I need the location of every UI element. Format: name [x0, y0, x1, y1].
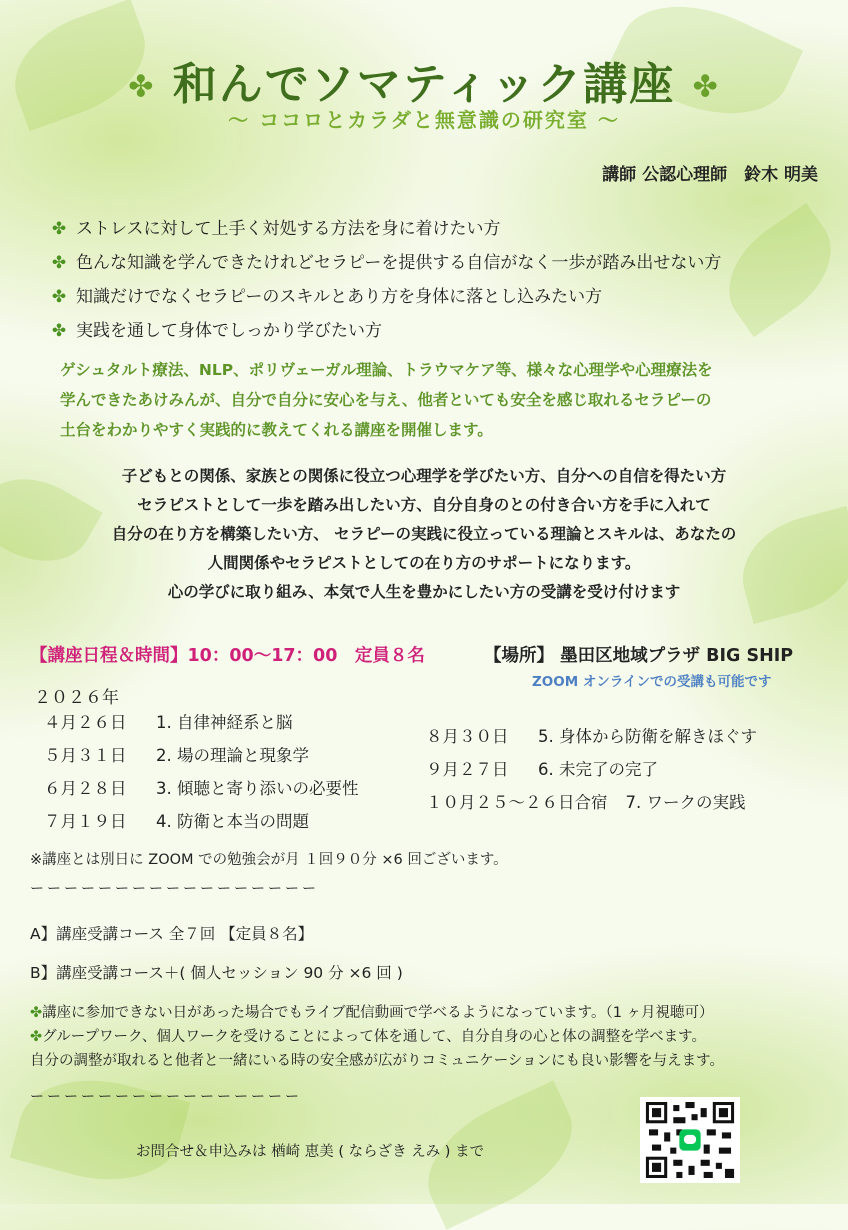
intro-line: 学んできたあけみんが、自分で自分に安心を与え、他者といても安全を感じ取れるセラピーの — [60, 391, 712, 409]
list-item — [50, 280, 721, 314]
session-title: 2. 場の理論と現象学 — [156, 746, 309, 765]
zoom-note: ZOOM オンラインでの受講も可能です — [532, 674, 772, 690]
qr-code-graphic — [645, 1102, 735, 1178]
target-list — [50, 212, 721, 348]
list-item-text: 色んな知識を学んできたけれどセラピーを提供する自信がなく一歩が踏み出せない方 — [76, 253, 722, 273]
session-date: ４月２６日 — [44, 713, 127, 732]
schedule-label: 【講座日程＆時間】10：00～17：00 定員８名 — [30, 646, 425, 666]
list-item-text: ストレスに対して上手く対処する方法を身に着けたい方 — [76, 219, 501, 239]
lecturer: 講師 公認心理師 鈴木 明美 — [602, 165, 818, 185]
footnote-text: グループワーク、個人ワークを受けることによって体を通して、自分自身の心と体の調整を学べます。 — [42, 1029, 706, 1045]
contact-info: お問合せ＆申込みは 楢崎 恵美 ( ならざき えみ ) まで — [136, 1144, 485, 1160]
session-title: 6. 未完了の完了 — [538, 760, 658, 779]
footnote-text: 自分の調整が取れると他者と一緒にいる時の安全感が広がりコミュニケーションにも良い影響を与えます。 — [30, 1053, 724, 1069]
description-line: 心の学びに取り組み、本気で人生を豊かにしたい方の受講を受け付けます — [167, 583, 681, 601]
intro-paragraph — [60, 355, 713, 445]
list-item — [50, 212, 721, 246]
session-item — [44, 739, 359, 772]
list-item — [50, 246, 721, 280]
course-b: B】講座受講コース＋( 個人セッション 90 分 ×6 回 ) — [30, 964, 403, 982]
session-item — [44, 706, 359, 739]
intro-line: ゲシュタルト療法、NLP、ポリヴェーガル理論、トラウマケア等、様々な心理学や心理療法を — [60, 361, 713, 379]
session-date: ７月１９日 — [44, 812, 127, 831]
session-item — [426, 786, 757, 819]
year: ２０２６年 — [34, 688, 119, 708]
leaf-decoration — [708, 203, 848, 337]
session-item — [44, 805, 359, 838]
clover-icon: ✤ — [128, 69, 156, 105]
study-note: ※講座とは別日に ZOOM での勉強会が月 １回９０分 ×6 回ございます。 — [30, 852, 508, 868]
session-title: 7. ワークの実践 — [625, 793, 746, 812]
title-text: 和んでソマティック講座 — [172, 59, 676, 110]
clover-icon: ✤ — [51, 253, 67, 273]
session-item — [426, 720, 757, 753]
footnote-text: 講座に参加できない日があった場合でもライブ配信動画で学べるようになっています。（1 ヶ月視聴可） — [42, 1005, 714, 1021]
subtitle: ～ ココロとカラダと無意識の研究室 ～ — [228, 108, 620, 132]
clover-icon: ✤ — [692, 69, 720, 105]
list-item-text: 実践を通して身体でしっかり学びたい方 — [76, 321, 382, 341]
clover-icon: ✤ — [30, 1005, 43, 1021]
clover-icon: ✤ — [51, 219, 67, 239]
description-paragraph — [0, 462, 848, 607]
session-date: ５月３１日 — [44, 746, 127, 765]
qr-code-icon[interactable] — [640, 1097, 740, 1183]
description-line: 自分の在り方を構築したい方、 セラピーの実践に役立っている理論とスキルは、あなたの — [111, 525, 737, 543]
footnote-item — [30, 1001, 724, 1025]
course-a: A】講座受講コース 全７回 【定員８名】 — [30, 925, 314, 943]
session-date: ８月３０日 — [426, 727, 509, 746]
session-date: １０月２５～２６日合宿 — [426, 793, 608, 812]
divider: ーーーーーーーーーーーーーーーーー — [30, 881, 319, 897]
clover-icon: ✤ — [51, 287, 67, 307]
session-date: ６月２８日 — [44, 779, 127, 798]
session-date: ９月２７日 — [426, 760, 509, 779]
session-title: 5. 身体から防衛を解きほぐす — [538, 727, 757, 746]
session-title: 3. 傾聴と寄り添いの必要性 — [156, 779, 359, 798]
session-title: 1. 自律神経系と脳 — [156, 713, 293, 732]
session-item — [426, 753, 757, 786]
session-item — [44, 772, 359, 805]
page-title — [0, 48, 848, 112]
session-title: 4. 防衛と本当の問題 — [156, 812, 309, 831]
clover-icon: ✤ — [51, 321, 67, 341]
footnotes — [30, 1001, 724, 1073]
divider: ーーーーーーーーーーーーーーーー — [30, 1089, 302, 1105]
intro-line: 土台をわかりやすく実践的に教えてくれる講座を開催します。 — [60, 421, 493, 439]
description-line: セラピストとして一歩を踏み出したい方、自分自身のとの付き合い方を手に入れて — [137, 496, 711, 514]
leaf-decoration — [10, 1061, 190, 1199]
session-list-right — [426, 720, 757, 819]
description-line: 人間関係やセラピストとしての在り方のサポートになります。 — [207, 554, 641, 572]
footnote-item — [30, 1025, 724, 1049]
description-line: 子どもとの関係、家族との関係に役立つ心理学を学びたい方、自分への自信を得たい方 — [121, 467, 727, 485]
list-item — [50, 314, 721, 348]
clover-icon: ✤ — [30, 1029, 43, 1045]
place: 【場所】 墨田区地域プラザ BIG SHIP — [484, 646, 794, 666]
list-item-text: 知識だけでなくセラピーのスキルとあり方を身体に落とし込みたい方 — [76, 287, 603, 307]
session-list-left — [44, 706, 359, 838]
